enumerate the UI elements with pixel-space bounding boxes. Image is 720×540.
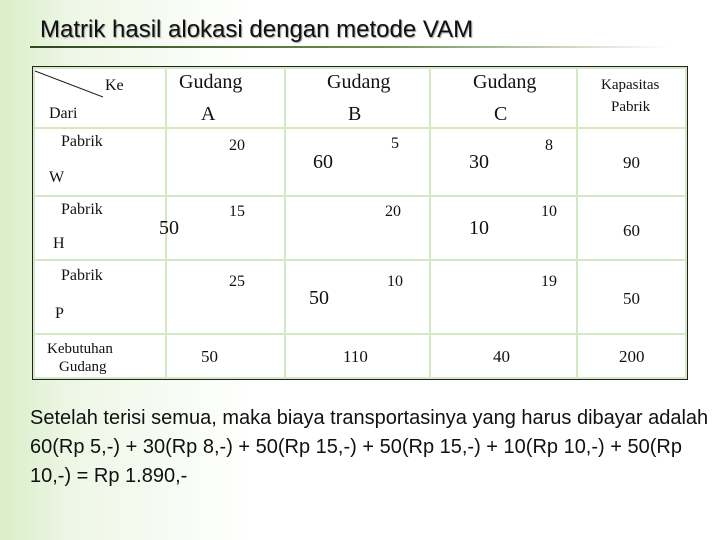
corner-ke-label: Ke [105, 77, 124, 94]
column-c-letter: C [494, 103, 508, 125]
cost-p-a: 25 [229, 273, 245, 290]
row-h-label: Pabrik [61, 201, 103, 218]
allocation-matrix [32, 66, 688, 380]
cost-w-a: 20 [229, 137, 245, 154]
allocation-h-a: 50 [159, 217, 179, 239]
capacity-w: 90 [623, 153, 640, 172]
demand-a: 50 [201, 347, 218, 366]
row-w-letter: W [49, 169, 65, 186]
demand-b: 110 [343, 347, 368, 366]
cost-h-c: 10 [541, 203, 557, 220]
cost-w-c: 8 [545, 137, 553, 154]
demand-c: 40 [493, 347, 510, 366]
demand-label-line2: Gudang [59, 359, 107, 375]
allocation-h-c: 10 [469, 217, 489, 239]
row-w-label: Pabrik [61, 133, 103, 150]
title-underline [30, 46, 670, 48]
column-a-letter: A [201, 103, 216, 125]
corner-dari-label: Dari [49, 105, 78, 122]
row-p-letter: P [55, 305, 64, 322]
allocation-w-b: 60 [313, 151, 333, 173]
row-p-label: Pabrik [61, 267, 103, 284]
column-a-title: Gudang [179, 71, 243, 93]
cost-p-b: 10 [387, 273, 403, 290]
cost-h-a: 15 [229, 203, 245, 220]
cost-h-b: 20 [385, 203, 401, 220]
column-c-title: Gudang [473, 71, 537, 93]
summary-line-1: Setelah terisi semua, maka biaya transportasinya yang harus dibayar adalah [30, 407, 709, 429]
capacity-header-line2: Pabrik [611, 99, 651, 115]
column-b-title: Gudang [327, 71, 391, 93]
allocation-p-b: 50 [309, 287, 329, 309]
slide-title: Matrik hasil alokasi dengan metode VAM [40, 16, 474, 43]
demand-total: 200 [619, 347, 645, 366]
row-h-letter: H [53, 235, 65, 252]
capacity-p: 50 [623, 289, 640, 308]
cost-summary [30, 404, 710, 491]
capacity-h: 60 [623, 221, 640, 240]
allocation-w-c: 30 [469, 151, 489, 173]
summary-line-2: 60(Rp 5,-) + 30(Rp 8,-) + 50(Rp 15,-) + 50(Rp 15,-) + 10(Rp 10,-) + 50(Rp 10,-) = Rp 1.890,- [30, 436, 682, 487]
cost-w-b: 5 [391, 135, 399, 152]
capacity-header-line1: Kapasitas [601, 77, 660, 93]
column-b-letter: B [348, 103, 362, 125]
demand-label-line1: Kebutuhan [47, 341, 113, 357]
cost-p-c: 19 [541, 273, 557, 290]
